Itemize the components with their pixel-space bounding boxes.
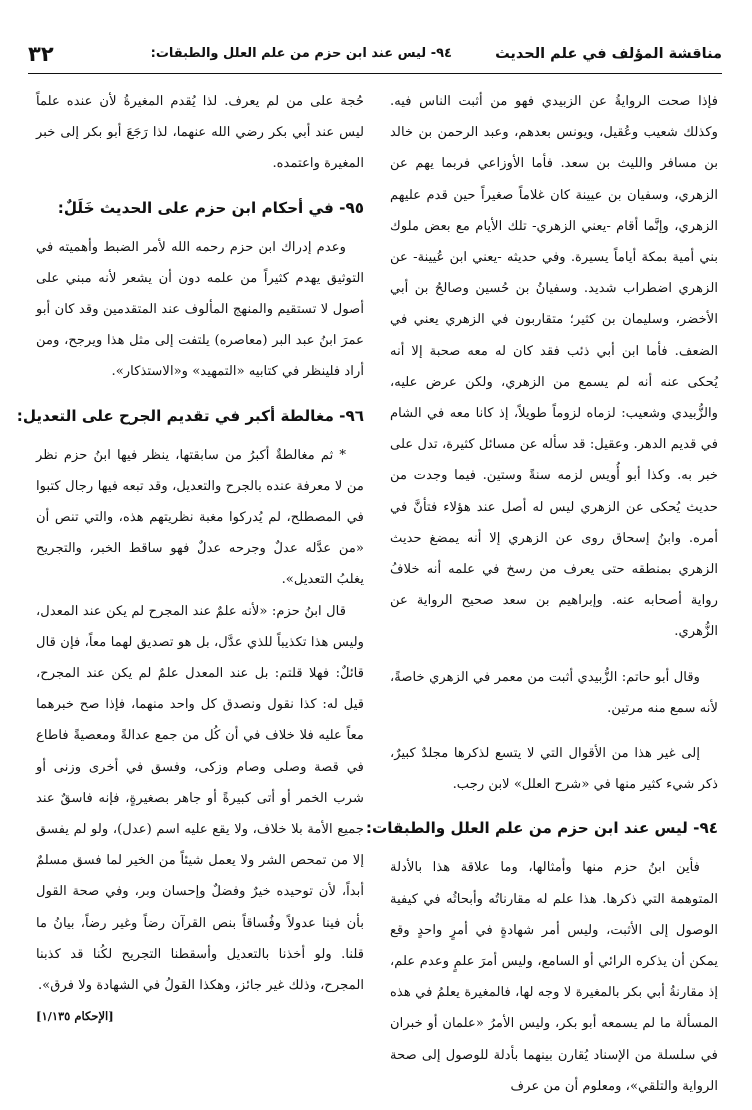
- paragraph-ibn-hazm-comparison: فأين ابنُ حزم منها وأمثالها، وما علاقة هذا بالأدلة المتوهمة التي ذكرها. هذا علم له مقارناتُه وأبحاثُه في كيفية الوصول إلى الأثبت، وليس أمر شهادةٍ في أمرٍ واحدٍ وقع يمكن أن يذكره الرائي أو السامع، وليس أمرَ علمٍ وعدم علم، إذ مقارنةُ أبي بكر بالمغيرة لا وجه لها، فالمغيرة يعلمُ في هذه المسألة ما لم يسمعه أبو بكر، وليس الأمرُ «علمان أو خبران في سلسلة من الإسناد يُقارن بينهما بأدلة للوصول إلى صحة الرواية والتلقي»، ومعلوم أن من عرف: [390, 860, 718, 1094]
- paragraph-dabt: وعدم إدراك ابن حزم رحمه الله لأمر الضبط وأهميته في التوثيق يهدم كثيراً من علمه دون أن يشعر لأنه مبني على أصول لا تستقيم والمنهج المألوف عند المتقدمين وقد كان أبو عمرَ ابنُ عبد البر (معاصره) يلتفت إلى مثل هذا ويرجح، ومن أراد فلينظر في كتابيه «التمهيد» و«الاستذكار».: [36, 239, 364, 380]
- paragraph-ibn-hazm-quote: قال ابنُ حزم: «لأنه علمٌ عند المجرح لم يكن عند المعدل، وليس هذا تكذيباً للذي عدَّل، بل هو تصديق لهما معاً، فإن قال قائلٌ: فهلا قلتم: بل عند المعدل علمٌ لم يكن عند المجرح، قيل له: كذا نقول ونصدق كل واحد منهما، فإذا صح خبرهما معاً عليه فلا خلاف في أن كُل من جمع عدالةً ومعصيةً فاطاع في قصة وصلى وصام وزكى، وفسق في أخرى وزنى أو شرب الخمر أو أتى كبيرةً أو جاهر بصغيرةٍ، فإنه فاسقٌ عند جميع الأمة بلا خلاف، ولا يقع عليه اسم (عدل)، ولو لم يفسق إلا من تمحص الشر ولا يعمل شيئاً من الخير لما فسق مسلمٌ أبداً، لأن توحيده خيرٌ وفضلٌ وإحسان وبر، وفي صحة القول بأن فينا عدولاً وفُساقاً بنص القرآن رضاً وغير رضاً، بيانُ ما قلنا. ولو أخذنا بالتعديل وأسقطنا التجريح لكُنا قد كذبنا المجرح، وذلك غير جائز، وهكذا القولُ في الشهادة ولا فرق».: [36, 603, 364, 994]
- section-heading-96: ٩٦- مغالطة أكبر في تقديم الجرح على التعديل:: [16, 406, 364, 425]
- paragraph-abu-hatim: وقال أبو حاتم: الزُّبيدي أثبت من معمر في الزهري خاصةً، لأنه سمع منه مرتين.: [390, 669, 718, 716]
- paragraph-mughira-continuation: حُجة على من لم يعرف. لذا يُقدم المغيرةُ لأن عنده علماً ليس عند أبي بكر رضي الله عنهما، لذا رَجَعَ أبو بكر إلى خبر المغيرة واعتمده.: [36, 94, 364, 172]
- citation-reference: [الإحكام ١/١٣٥]: [36, 1009, 114, 1024]
- paragraph-zuhri-narrators: فإذا صحت الروايةُ عن الزبيدي فهو من أثبت الناس فيه. وكذلك شعيب وعُقيل، ويونس بعدهم، وعبد الرحمن بن خالد بن مسافر والليث بن سعد. فأما الأوزاعي فربما يهم عن الزهري، وسفيان بن عيينة كان غلاماً صغيراً حين قدم عليهم الزهري، وإنَّما أقام -يعني الزهري- تلك الأيام مع بعض ملوك بني أمية بمكة أياماً يسيرة. وفي حديثه -يعني ابن عُيينة- عن الزهري اضطراب شديد. وسفيانُ بن حُسين وصالحُ بن أبي الأخضر، وسليمان بن كثير؛ متقاربون في الزهري يعني في الضعف. فأما ابن أبي ذئب فقد كان له معه صحبة إلا أنه يُحكى عنه أنه لم يسمع من الزهري، ولكن عرض عليه، والزُّبيدي وشعيب: لزماه لزوماً طويلاً، إذ كانا معه في الشام في قديم الدهر. وعقيل: قد سأله عن مسائل كثيرة، تدل على خبر به. وكذا أبو أُويس لزمه سنةً وستين. فيما وجدت من حديث يُحكى عن الزهري ليس له أصل عند هؤلاء فتأنَّ في أمره. وابنُ إسحاق روى عن الزهري إلا أنه يمضغ حديث الزهري بمنطقه حتى يعرف من رسخ في علمه أنه خلافُ رواية أصحابه عنه. وإبراهيم بن سعد صحيح الرواية عن الزُّهري.: [390, 94, 718, 640]
- left-column: [16, 86, 364, 1025]
- section-heading-94: ٩٤- ليس عند ابن حزم من علم العلل والطبقات:: [365, 819, 718, 838]
- paragraph-jarh-tadil: * ثم مغالطةٌ أكبرُ من سابقتها، ينظر فيها ابنُ حزم نظر من لا معرفة عنده بالجرح والتعديل، وقد تبعه فيها رجال كتبوا في المصطلح، لم يُدركوا مغبة نظريتهم هذه، والتي تنص أن «من عدَّله عدلٌ وجرحه عدلٌ فهو ساقط الخبر، والتجريح يغلبُ التعديل».: [36, 447, 364, 588]
- running-header: [28, 40, 722, 74]
- paragraph-other-sayings: إلى غير هذا من الأقوال التي لا يتسع لذكرها مجلدٌ كبيرٌ، ذكر شيء كثير منها في «شرح العلل» لابن رجب.: [390, 746, 718, 793]
- running-title: مناقشة المؤلف في علم الحديث: [495, 46, 722, 62]
- section-heading-95: ٩٥- في أحكام ابن حزم على الحديث خَلَلٌ:: [57, 198, 364, 217]
- right-column: [365, 86, 718, 1102]
- running-section-title: ٩٤- ليس عند ابن حزم من علم العلل والطبقات:: [150, 46, 452, 61]
- header-rule: [28, 73, 722, 74]
- page-number: ٣٢: [28, 42, 54, 66]
